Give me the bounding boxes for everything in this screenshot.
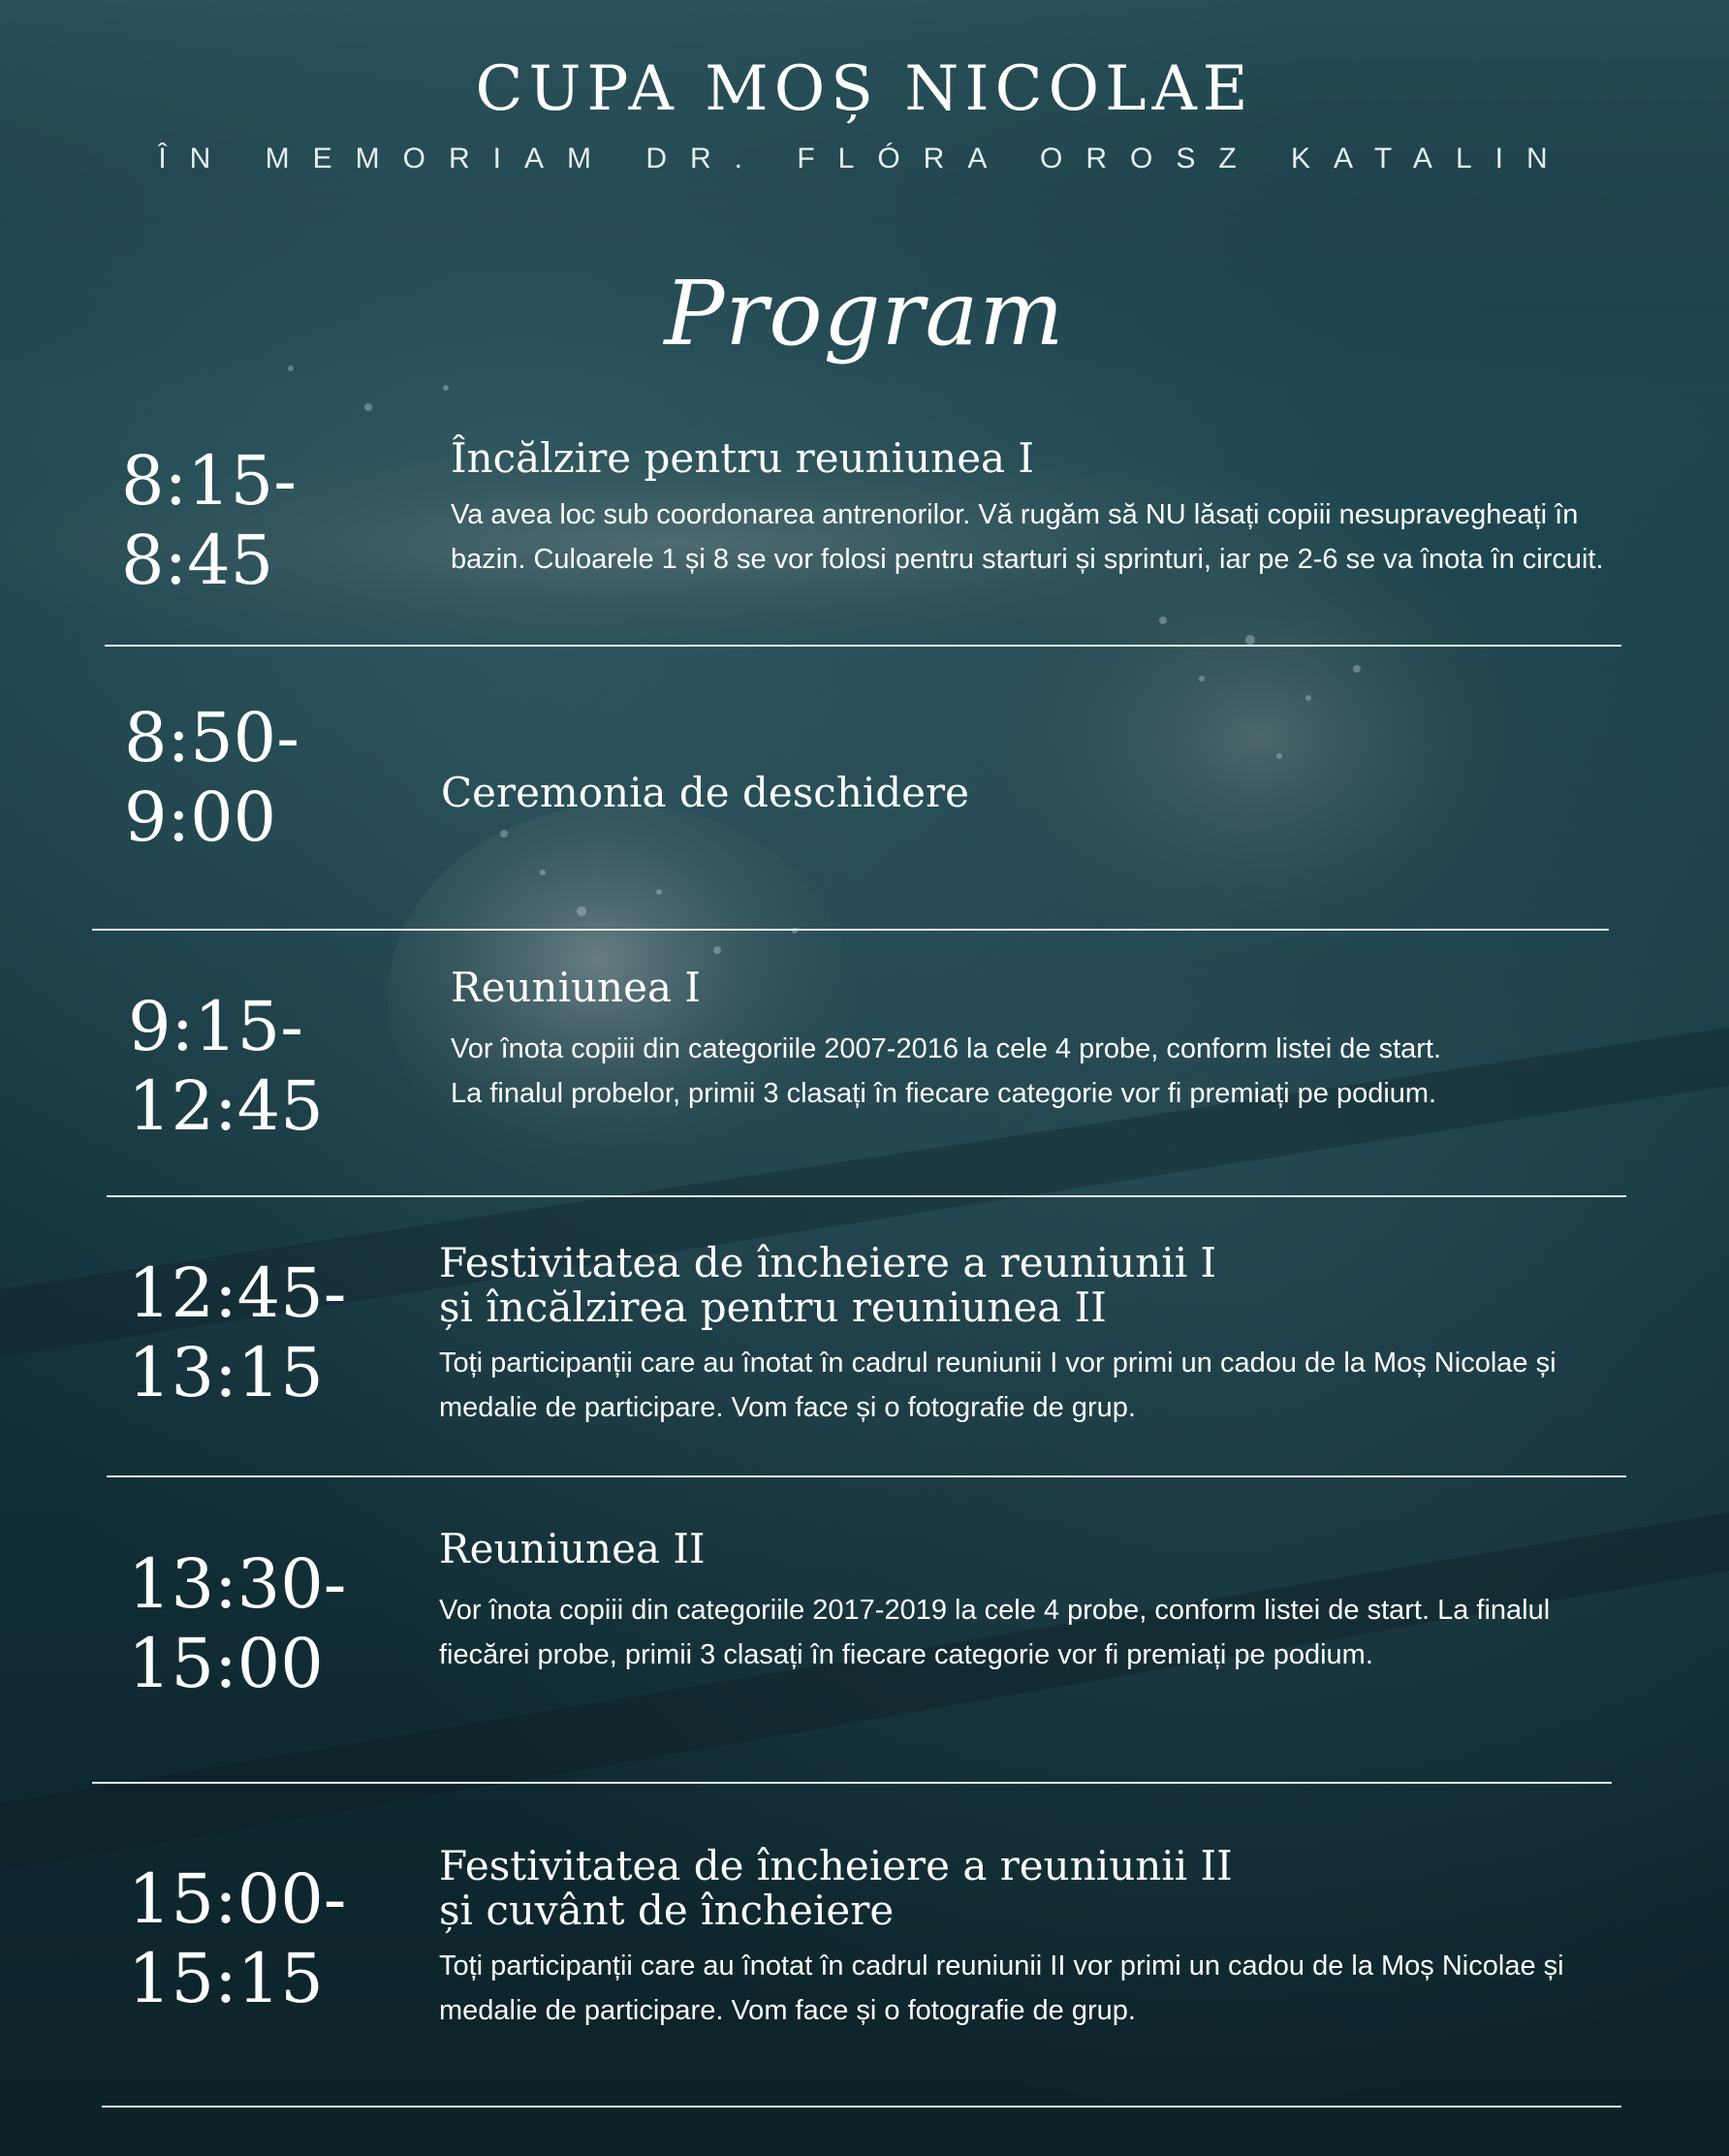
event-title: Festivitatea de încheiere a reuniunii I și încălzirea pentru reuniunea II	[439, 1239, 1217, 1331]
divider	[92, 929, 1609, 931]
event-description: Toți participanții care au înotat în cadrul reuniunii I vor primi un cadou de la Moș Nicolae și medalie de participare. Vom face și o fotografie de grup.	[439, 1348, 1556, 1423]
divider	[102, 2106, 1621, 2108]
event-time: 12:45- 13:15	[128, 1253, 347, 1412]
event-description: Vor înota copiii din categoriile 2007-2016 la cele 4 probe, conform listei de start. La finalul probelor, primii 3 clasați în fiecare categorie vor fi premiați pe podium.	[451, 1033, 1442, 1109]
event-title: Încălzire pentru reuniunea I	[451, 434, 1035, 482]
divider	[107, 1475, 1626, 1477]
event-description: Va avea loc sub coordonarea antrenorilor. Vă rugăm să NU lăsați copiii nesupravegheați în bazin. Culoarele 1 și 8 se vor folosi pentru starturi și sprinturi, iar pe 2-6 se va înota în circuit.	[451, 499, 1604, 575]
event-time: 13:30- 15:00	[128, 1544, 347, 1703]
event-title: Festivitatea de încheiere a reuniunii II și cuvânt de încheiere	[439, 1842, 1233, 1934]
event-time: 8:15- 8:45	[121, 441, 297, 600]
event-title: Reuniunea II	[439, 1525, 706, 1572]
event-time: 9:15- 12:45	[128, 987, 324, 1146]
divider	[107, 1195, 1626, 1197]
page-subtitle: ÎN MEMORIAM DR. FLÓRA OROSZ KATALIN	[158, 143, 1571, 174]
event-title: Reuniunea I	[451, 964, 701, 1011]
event-title: Ceremonia de deschidere	[441, 769, 969, 816]
event-time: 8:50- 9:00	[124, 698, 299, 857]
header	[0, 53, 1729, 175]
event-description: Toți participanții care au înotat în cadrul reuniunii II vor primi un cadou de la Moș Nicolae și medalie de participare. Vom face și o fotografie de grup.	[439, 1950, 1564, 2026]
event-time: 15:00- 15:15	[128, 1859, 347, 2018]
program-heading: Program	[664, 262, 1065, 365]
page-title: CUPA MOȘ NICOLAE	[475, 53, 1254, 125]
event-description: Vor înota copiii din categoriile 2017-2019 la cele 4 probe, conform listei de start. La finalul fiecărei probe, primii 3 clasați în fiecare categorie vor fi premiați pe podium.	[439, 1595, 1551, 1670]
divider	[105, 645, 1621, 647]
divider	[92, 1782, 1612, 1784]
